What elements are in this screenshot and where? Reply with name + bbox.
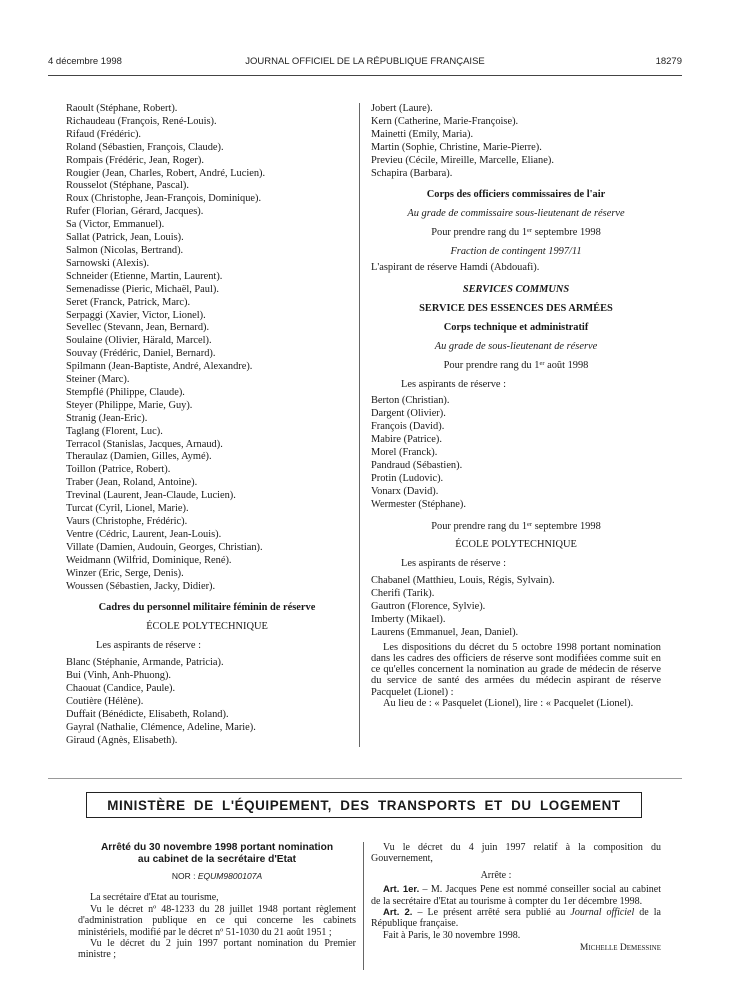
services-intro: Les aspirants de réserve :: [401, 378, 507, 390]
list-item: Steyer (Philippe, Marie, Guy).: [66, 399, 193, 411]
services-rang: Pour prendre rang du 1er août 1998: [443, 359, 589, 371]
list-item: Steiner (Marc).: [66, 374, 130, 386]
fait-a-paris: Fait à Paris, le 30 novembre 1998.: [383, 929, 521, 941]
header-page-number: 18279: [655, 56, 682, 67]
service-essences-heading: SERVICE DES ESSENCES DES ARMÉES: [419, 302, 613, 314]
ministry-title: MINISTÈRE DE L'ÉQUIPEMENT, DES TRANSPORTS ET DU LOGEMENT: [107, 797, 621, 813]
list-item: Wermester (Stéphane).: [371, 498, 466, 510]
right-column: [371, 103, 661, 710]
list-item: Sarnowski (Alexis).: [66, 257, 150, 269]
ministry-banner: [86, 792, 642, 818]
header-rule: [48, 75, 682, 76]
list-item: Rougier (Jean, Charles, Robert, André, Lucien).: [66, 167, 266, 179]
names-list-continued: [66, 103, 348, 593]
header-date: 4 décembre 1998: [48, 56, 122, 67]
column-divider: [359, 103, 360, 747]
list-item: François (David).: [371, 421, 445, 433]
names-list-feminin: [66, 657, 348, 747]
list-item: Gayral (Nathalie, Clémence, Adeline, Marie).: [66, 721, 256, 733]
polytechnique-intro: Les aspirants de réserve :: [401, 558, 507, 570]
list-item: Winzer (Eric, Serge, Denis).: [66, 567, 184, 579]
list-item: Stempflé (Philippe, Claude).: [66, 386, 185, 398]
polytechnique-school: ÉCOLE POLYTECHNIQUE: [455, 539, 577, 551]
arrete-right-intro: Vu le décret du 4 juin 1997 relatif à la composition du Gouvernement,: [371, 842, 661, 865]
corps-air-rang: Pour prendre rang du 1er septembre 1998: [431, 227, 601, 239]
list-item: Mainetti (Emily, Maria).: [371, 128, 474, 140]
list-item: Theraulaz (Damien, Gilles, Aymé).: [66, 451, 212, 463]
page-header: [48, 56, 682, 72]
names-list-services: [371, 395, 661, 511]
corps-air-aspirant: L'aspirant de réserve Hamdi (Abdouafi).: [371, 262, 540, 274]
preamble-paragraph: Vu le décret du 2 juin 1997 portant nomination du Premier ministre ;: [78, 938, 356, 961]
left-column: [66, 103, 348, 748]
corps-technique-heading: Corps technique et administratif: [443, 321, 589, 333]
list-item: Woussen (Sébastien, Jacky, Didier).: [66, 580, 216, 592]
list-item: Terracol (Stanislas, Jacques, Arnaud).: [66, 438, 223, 450]
list-item: Morel (Franck).: [371, 447, 438, 459]
corps-air-grade: Au grade de commissaire sous-lieutenant de réserve: [407, 208, 625, 220]
list-item: Jobert (Laure).: [371, 103, 433, 114]
list-item: Protin (Ludovic).: [371, 472, 444, 484]
list-item: Serpaggi (Xavier, Victor, Lionel).: [66, 309, 206, 321]
list-item: Rufer (Florian, Gérard, Jacques).: [66, 206, 204, 218]
list-item: Chaouat (Candice, Paule).: [66, 682, 176, 694]
list-item: Laurens (Emmanuel, Jean, Daniel).: [371, 626, 519, 638]
list-item: Sa (Victor, Emmanuel).: [66, 219, 165, 231]
list-item: Rompais (Frédéric, Jean, Roger).: [66, 154, 204, 166]
list-item: Seret (Franck, Patrick, Marc).: [66, 296, 191, 308]
names-list-polytechnique: [371, 575, 661, 640]
section-heading-feminin: Cadres du personnel militaire féminin de réserve: [98, 602, 316, 614]
arrete-right-column: [371, 842, 661, 955]
list-item: Villate (Damien, Audouin, Georges, Christian).: [66, 541, 263, 553]
list-item: Schapira (Barbara).: [371, 167, 453, 179]
polytechnique-rang: Pour prendre rang du 1er septembre 1998: [431, 520, 601, 532]
list-item: Salmon (Nicolas, Bertrand).: [66, 244, 184, 256]
preamble-paragraph: La secrétaire d'Etat au tourisme,: [90, 892, 219, 904]
list-item: Duffait (Bénédicte, Elisabeth, Roland).: [66, 708, 229, 720]
list-item: Pandraud (Sébastien).: [371, 459, 463, 471]
aspirants-intro: Les aspirants de réserve :: [96, 640, 202, 652]
list-item: Souvay (Frédéric, Daniel, Bernard).: [66, 348, 216, 360]
list-item: Coutière (Hélène).: [66, 695, 144, 707]
services-grade: Au grade de sous-lieutenant de réserve: [434, 340, 598, 352]
list-item: Schneider (Etienne, Martin, Laurent).: [66, 270, 223, 282]
list-item: Vonarx (David).: [371, 485, 439, 497]
list-item: Cherifi (Tarik).: [371, 588, 435, 600]
list-item: Rifaud (Frédéric).: [66, 128, 142, 140]
arrete-label: Arrête :: [480, 869, 512, 881]
arrete-title: Arrêté du 30 novembre 1998 portant nomination au cabinet de la secrétaire d'Etat: [100, 842, 334, 865]
correction-line: Au lieu de : « Pasquelet (Lionel), lire : « Pacquelet (Lionel).: [383, 697, 634, 709]
list-item: Spilmann (Jean-Baptiste, André, Alexandre).: [66, 361, 253, 373]
list-item: Soulaine (Olivier, Härald, Marcel).: [66, 335, 212, 347]
list-item: Imberty (Mikael).: [371, 614, 446, 625]
services-communs-heading: SERVICES COMMUNS: [462, 283, 570, 295]
names-list-continued-right: [371, 103, 661, 180]
list-item: Vaurs (Christophe, Frédéric).: [66, 516, 188, 527]
list-item: Raoult (Stéphane, Robert).: [66, 103, 178, 114]
list-item: Previeu (Cécile, Mireille, Marcelle, Eliane).: [371, 154, 554, 166]
list-item: Kern (Catherine, Marie-Françoise).: [371, 115, 519, 127]
list-item: Toillon (Patrice, Robert).: [66, 464, 171, 476]
list-item: Sevellec (Stevann, Jean, Bernard).: [66, 322, 210, 334]
corps-air-fraction: Fraction de contingent 1997/11: [450, 246, 582, 258]
list-item: Rousselot (Stéphane, Pascal).: [66, 180, 189, 192]
list-item: Chabanel (Matthieu, Louis, Régis, Sylvain).: [371, 575, 555, 587]
article-2: Art. 2. – Le présent arrêté sera publié au Journal officiel de la République française.: [371, 907, 661, 930]
header-title: JOURNAL OFFICIEL DE LA RÉPUBLIQUE FRANÇAISE: [245, 56, 485, 67]
list-item: Blanc (Stéphanie, Armande, Patricia).: [66, 657, 224, 669]
list-item: Traber (Jean, Roland, Antoine).: [66, 477, 198, 489]
preamble-paragraph: Vu le décret nº 48-1233 du 28 juillet 1948 portant règlement d'administration publique en ce qui concerne les cabinets ministériels, modifié par le décret nº 51-1030 du 21 août 1951 ;: [78, 903, 356, 938]
list-item: Bui (Vinh, Anh-Phuong).: [66, 670, 172, 682]
school-heading: ÉCOLE POLYTECHNIQUE: [146, 621, 268, 633]
nor-reference: NOR : EQUM9800107A: [171, 871, 263, 881]
list-item: Sallat (Patrick, Jean, Louis).: [66, 232, 184, 244]
modification-paragraph: Les dispositions du décret du 5 octobre 1998 portant nomination dans les cadres des officiers de réserve sont modifiées comme suit en ce qu'elles concernent la nomination au grade de médecin de réserve du service de santé des armées du médecin aspirant de réserve Pacquelet (Lionel) :: [371, 641, 661, 698]
article-1: Art. 1er. – M. Jacques Pene est nommé conseiller social au cabinet de la secrétaire d'Etat au tourisme à compter du 1er décembre 1998.: [371, 884, 661, 907]
list-item: Richaudeau (François, René-Louis).: [66, 115, 217, 127]
list-item: Trevinal (Laurent, Jean-Claude, Lucien).: [66, 490, 236, 502]
list-item: Taglang (Florent, Luc).: [66, 425, 163, 437]
section-separator: [48, 778, 682, 779]
list-item: Turcat (Cyril, Lionel, Marie).: [66, 503, 189, 515]
list-item: Mabire (Patrice).: [371, 434, 442, 446]
list-item: Giraud (Agnès, Elisabeth).: [66, 734, 178, 746]
arrete-preamble: [78, 892, 356, 960]
arrete-left-column: [78, 842, 356, 961]
list-item: Ventre (Cédric, Laurent, Jean-Louis).: [66, 528, 222, 540]
list-item: Semenadisse (Pieric, Michaël, Paul).: [66, 283, 219, 295]
list-item: Roland (Sébastien, François, Claude).: [66, 141, 224, 153]
list-item: Roux (Christophe, Jean-François, Dominique).: [66, 193, 262, 205]
list-item: Berton (Christian).: [371, 395, 450, 407]
list-item: Weidmann (Wilfrid, Dominique, René).: [66, 554, 232, 566]
list-item: Gautron (Florence, Sylvie).: [371, 601, 486, 613]
corps-air-heading: Corps des officiers commissaires de l'air: [426, 189, 606, 201]
bottom-column-divider: [363, 842, 364, 970]
list-item: Dargent (Olivier).: [371, 408, 446, 420]
signature: Michelle Demessine: [579, 943, 661, 954]
list-item: Martin (Sophie, Christine, Marie-Pierre).: [371, 141, 542, 153]
list-item: Stranig (Jean-Eric).: [66, 412, 148, 424]
